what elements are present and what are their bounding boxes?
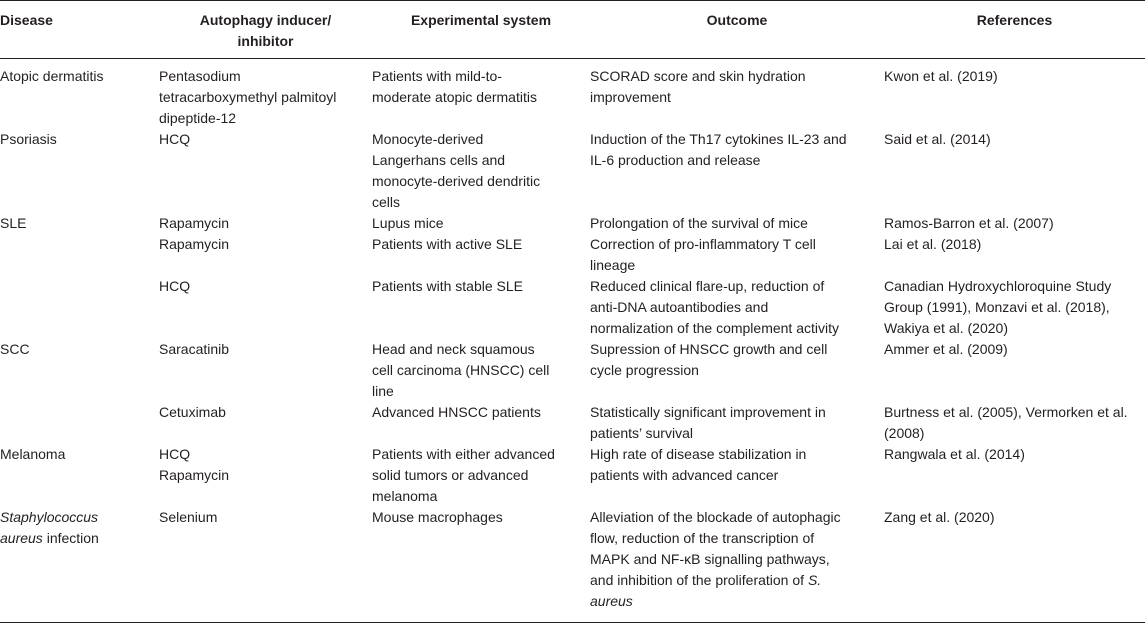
cell-references: Said et al. (2014) [884, 131, 991, 147]
cell-disease: Psoriasis [0, 131, 57, 147]
cell-references: Ammer et al. (2009) [884, 341, 1008, 357]
outcome-main: Alleviation of the blockade of autophagic flow, reduction of the transcription of MAPK and NF-κB signalling pathways, and inhibition of the proliferation of [590, 509, 841, 588]
header-disease: Disease [0, 1, 159, 59]
table-row [0, 507, 1145, 623]
cell-references: Rangwala et al. (2014) [884, 446, 1025, 462]
cell-disease [0, 276, 159, 339]
header-outcome: Outcome [590, 1, 884, 59]
cell-system: Advanced HNSCC patients [372, 404, 541, 420]
cell-agent: HCQ [159, 131, 191, 147]
cell-system: Mouse macrophages [372, 507, 590, 623]
cell-disease [0, 402, 159, 444]
cell-agent: Cetuximab [159, 404, 226, 420]
cell-references: Burtness et al. (2005), Vermorken et al. (2008) [884, 404, 1128, 441]
cell-outcome [590, 507, 884, 623]
cell-system: Patients with active SLE [372, 236, 523, 252]
cell-disease: Melanoma [0, 446, 66, 462]
cell-outcome: Induction of the Th17 cytokines IL-23 and IL-6 production and release [590, 131, 847, 168]
cell-agent: Saracatinib [159, 341, 230, 357]
cell-outcome: Supression of HNSCC growth and cell cycle progression [590, 341, 828, 378]
cell-agent: HCQ [159, 278, 191, 294]
table-row [0, 276, 1145, 339]
header-row [0, 1, 1145, 59]
disease-suffix: infection [42, 530, 99, 546]
table-row [0, 59, 1145, 130]
cell-agent: HCQ Rapamycin [159, 446, 230, 483]
table-row [0, 213, 1145, 234]
cell-outcome: High rate of disease stabilization in patients with advanced cancer [590, 446, 807, 483]
cell-agent: Rapamycin [159, 215, 230, 231]
cell-agent: Selenium [159, 507, 372, 623]
cell-system: Patients with either advanced solid tumors or advanced melanoma [372, 446, 555, 504]
cell-system: Lupus mice [372, 215, 444, 231]
cell-outcome: Reduced clinical flare-up, reduction of anti-DNA autoantibodies and normalization of the complement activity [590, 278, 839, 336]
table-row [0, 402, 1145, 444]
cell-system: Monocyte-derived Langerhans cells and monocyte-derived dendritic cells [372, 131, 541, 210]
cell-outcome: Prolongation of the survival of mice [590, 215, 808, 231]
cell-outcome: Statistically significant improvement in patients’ survival [590, 404, 826, 441]
cell-references: Zang et al. (2020) [884, 507, 1145, 623]
cell-system: Head and neck squamous cell carcinoma (HNSCC) cell line [372, 341, 550, 399]
header-references: References [884, 1, 1145, 59]
cell-agent: Pentasodium tetracarboxymethyl palmitoyl dipeptide-12 [159, 68, 337, 126]
cell-disease: SCC [0, 341, 30, 357]
table-row [0, 339, 1145, 402]
cell-references: Kwon et al. (2019) [884, 68, 998, 84]
cell-disease [0, 234, 159, 276]
cell-outcome: Correction of pro-inflammatory T cell lineage [590, 236, 816, 273]
cell-references: Ramos-Barron et al. (2007) [884, 215, 1054, 231]
cell-agent: Rapamycin [159, 236, 230, 252]
cell-references: Lai et al. (2018) [884, 236, 982, 252]
cell-disease: SLE [0, 215, 27, 231]
cell-disease [0, 507, 159, 623]
cell-system: Patients with mild-to- moderate atopic dermatitis [372, 68, 537, 105]
outcome-italic: S. aureus [590, 572, 822, 609]
header-system: Experimental system [372, 1, 590, 59]
disease-italic: Staphylococcus aureus [0, 509, 99, 546]
table-row [0, 129, 1145, 213]
cell-outcome: SCORAD score and skin hydration improvement [590, 68, 806, 105]
table-row [0, 234, 1145, 276]
table-row [0, 444, 1145, 507]
cell-system: Patients with stable SLE [372, 278, 523, 294]
cell-references: Canadian Hydroxychloroquine Study Group (1991), Monzavi et al. (2018), Wakiya et al. (2020) [884, 278, 1112, 336]
header-agent: Autophagy inducer/ inhibitor [159, 1, 372, 59]
cell-disease: Atopic dermatitis [0, 68, 104, 84]
